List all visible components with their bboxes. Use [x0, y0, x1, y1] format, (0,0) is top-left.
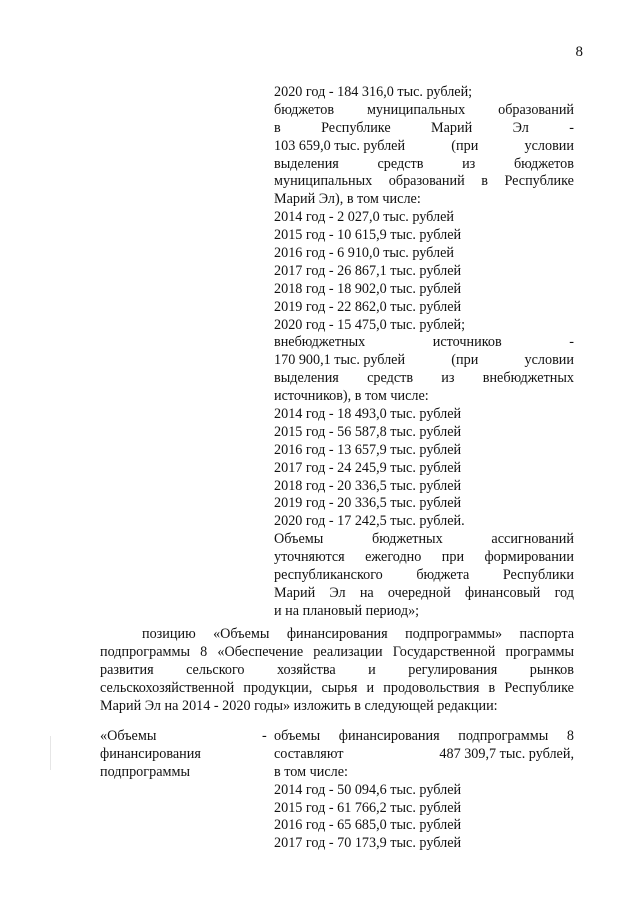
text-line [274, 138, 574, 156]
text-line: источников), в том числе: [274, 388, 429, 405]
word: продукции, [243, 679, 313, 696]
word: формировании [484, 549, 574, 566]
word: в [488, 679, 496, 696]
word: позицию [142, 626, 196, 642]
text-line [274, 531, 574, 549]
label-line: подпрограммы [100, 763, 190, 780]
text-line: 2020 год - 184 316,0 тыс. рублей; [274, 84, 473, 100]
word: бюджета [416, 567, 470, 584]
word: бюджетов [513, 155, 574, 172]
word: образований [388, 173, 465, 190]
text-line: Марий Эл на 2014 - 2020 годы» изложить в следующей редакции: [100, 697, 498, 714]
word: сельского [186, 661, 245, 678]
page-number: 8 [575, 44, 583, 60]
word: Республике [504, 173, 574, 190]
text-line: 2017 год - 24 245,9 тыс. рублей [274, 459, 462, 476]
text-line: 2019 год - 20 336,5 тыс. рублей [274, 495, 462, 512]
word: из [462, 155, 476, 172]
word: внебюджетных [274, 334, 366, 351]
word: паспорта [519, 626, 574, 642]
word: развития [100, 661, 154, 678]
text-line: 2015 год - 10 615,9 тыс. рублей [274, 227, 462, 244]
text-line: 2018 год - 18 902,0 тыс. рублей [274, 280, 462, 297]
financing-sources-block [274, 84, 574, 621]
text-line [100, 662, 574, 680]
word: подпрограммы [458, 728, 549, 744]
word: Государственной [392, 643, 496, 660]
text-line: 2017 год - 70 173,9 тыс. рублей [274, 835, 462, 852]
word: внебюджетных [482, 370, 574, 387]
label-line: «Объемы [100, 728, 157, 744]
text-line [274, 585, 574, 603]
word: «Объемы [213, 626, 270, 642]
word: и [366, 679, 375, 696]
word: финансирования [286, 626, 388, 642]
word: (при [451, 137, 479, 154]
word: Объемы [274, 531, 324, 548]
word: сырья [321, 679, 358, 696]
text-line: Марий Эл), в том числе: [274, 191, 421, 208]
word: Республике [321, 119, 391, 136]
word: из [441, 370, 455, 387]
word: Республике [504, 679, 574, 696]
word: Эл [329, 584, 346, 601]
word: выделения [274, 370, 339, 387]
scan-margin-mark [50, 736, 51, 770]
text-line: и на плановый период»; [274, 602, 420, 619]
word: ассигнований [491, 531, 574, 548]
passport-position-label [100, 728, 270, 782]
text-line [100, 644, 574, 662]
word: бюджетов [274, 101, 335, 118]
text-line [274, 334, 574, 352]
word: рынков [529, 661, 574, 678]
word: очередной [387, 584, 451, 601]
word: средств [377, 155, 424, 172]
text-line [274, 549, 574, 567]
text-line [274, 746, 574, 764]
label-line: финансирования [100, 745, 201, 762]
text-line: 2017 год - 26 867,1 тыс. рублей [274, 262, 462, 279]
word: Марий [431, 119, 473, 136]
text-line [100, 626, 574, 644]
word: на [359, 584, 374, 601]
text-line: 2014 год - 50 094,6 тыс. рублей [274, 781, 462, 798]
word: Эл [512, 119, 529, 136]
word: составляют [274, 745, 344, 762]
text-line: в том числе: [274, 763, 348, 780]
word: в [274, 119, 281, 136]
word: 103 659,0 тыс. рублей [274, 137, 406, 154]
text-line: 2019 год - 22 862,0 тыс. рублей [274, 298, 462, 315]
text-line: 2020 год - 15 475,0 тыс. рублей; [274, 316, 466, 333]
text-line [274, 156, 574, 174]
word: (при [451, 352, 479, 369]
word: реализации [313, 643, 383, 660]
word: объемы [274, 728, 321, 744]
word: год [554, 584, 574, 601]
word: выделения [274, 155, 339, 172]
word: средств [367, 370, 414, 387]
word: 170 900,1 тыс. рублей [274, 352, 406, 369]
text-line [274, 352, 574, 370]
word: образований [498, 101, 574, 118]
word: республиканского [274, 567, 383, 584]
word: - [569, 334, 574, 351]
text-line: 2016 год - 13 657,9 тыс. рублей [274, 441, 462, 458]
word: условии [524, 352, 574, 369]
word: программы [505, 643, 574, 660]
word: финансовый [464, 584, 541, 601]
text-line [274, 370, 574, 388]
text-line [274, 567, 574, 585]
word: Марий [274, 584, 316, 601]
text-line: 2015 год - 61 766,2 тыс. рублей [274, 799, 462, 816]
text-line: 2016 год - 6 910,0 тыс. рублей [274, 245, 454, 262]
word: 487 309,7 тыс. рублей, [439, 745, 574, 762]
text-line: 2014 год - 18 493,0 тыс. рублей [274, 406, 462, 423]
text-line [274, 728, 574, 746]
text-line [274, 120, 574, 138]
word: муниципальных [274, 173, 373, 190]
amendment-paragraph [100, 626, 574, 715]
word: в [481, 173, 488, 190]
word: «Обеспечение [217, 643, 304, 660]
text-line [274, 102, 574, 120]
text-line: 2014 год - 2 027,0 тыс. рублей [274, 209, 454, 226]
word: при [441, 549, 465, 566]
word: продовольствия [383, 679, 480, 696]
text-line: 2016 год - 65 685,0 тыс. рублей [274, 817, 462, 834]
word: уточняются [274, 549, 345, 566]
word: - [569, 119, 574, 136]
word: источников [432, 334, 502, 351]
word: бюджетных [372, 531, 443, 548]
word: ежегодно [365, 549, 422, 566]
word: условии [524, 137, 574, 154]
text-line [274, 173, 574, 191]
text-line [100, 680, 574, 698]
word: и [368, 661, 376, 678]
word: муниципальных [366, 101, 466, 118]
word: хозяйства [277, 661, 336, 678]
position-dash: - [262, 728, 267, 744]
word: 8 [200, 643, 208, 660]
word: подпрограммы [100, 643, 190, 660]
word: 8 [566, 728, 574, 744]
word: финансирования [338, 728, 440, 744]
word: регулирования [408, 661, 498, 678]
text-line: 2020 год - 17 242,5 тыс. рублей. [274, 513, 465, 530]
word: сельскохозяйственной [100, 679, 235, 696]
passport-position-value [274, 728, 574, 853]
word: Республики [502, 567, 574, 584]
text-line: 2015 год - 56 587,8 тыс. рублей [274, 423, 462, 440]
word: подпрограммы» [405, 626, 503, 642]
text-line: 2018 год - 20 336,5 тыс. рублей [274, 477, 462, 494]
